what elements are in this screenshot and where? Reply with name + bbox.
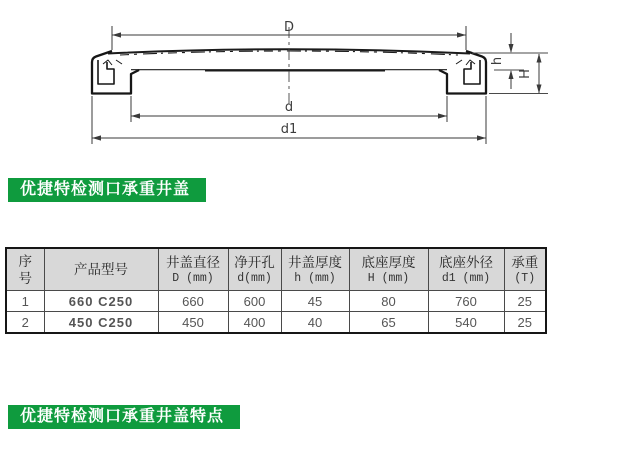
section-title-cover: 优捷特检测口承重井盖 (8, 178, 206, 202)
manhole-cross-section-svg (0, 0, 635, 170)
right-frame-profile (439, 51, 486, 94)
section-title-features: 优捷特检测口承重井盖特点 (8, 405, 240, 429)
cell-cover-thickness: 40 (281, 312, 349, 334)
cell-index: 1 (6, 291, 44, 312)
cell-index: 2 (6, 312, 44, 334)
header-base-thickness: 底座厚度 H (mm) (349, 248, 428, 291)
spec-table-container (5, 247, 547, 334)
header-base-outer-diameter: 底座外径 d1 (mm) (428, 248, 504, 291)
dim-label-d1: d1 (280, 122, 298, 137)
cell-base-thickness: 65 (349, 312, 428, 334)
dimension-h (509, 33, 514, 89)
header-cover-diameter: 井盖直径 D (mm) (158, 248, 228, 291)
dim-label-H: H (518, 69, 533, 79)
table-row (6, 312, 546, 334)
left-frame-profile (92, 51, 139, 94)
table-row (6, 291, 546, 312)
dimension-H (537, 54, 542, 94)
cell-cover-diameter: 450 (158, 312, 228, 334)
dim-label-D: D (283, 20, 295, 35)
cell-cover-diameter: 660 (158, 291, 228, 312)
header-load: 承重 (T) (504, 248, 546, 291)
header-index: 序 号 (6, 248, 44, 291)
cell-base-outer-diameter: 540 (428, 312, 504, 334)
spec-table (5, 247, 547, 334)
cell-clear-opening: 400 (228, 312, 281, 334)
dim-label-h: h (490, 56, 505, 66)
table-header-row (6, 248, 546, 291)
cell-cover-thickness: 45 (281, 291, 349, 312)
cell-clear-opening: 600 (228, 291, 281, 312)
header-model: 产品型号 (44, 248, 158, 291)
header-cover-thickness: 井盖厚度 h (mm) (281, 248, 349, 291)
header-clear-opening: 净开孔 d(mm) (228, 248, 281, 291)
cell-load: 25 (504, 312, 546, 334)
technical-drawing (0, 0, 635, 170)
cell-model: 660 C250 (44, 291, 158, 312)
cell-load: 25 (504, 291, 546, 312)
reference-lines (472, 53, 548, 94)
cell-base-outer-diameter: 760 (428, 291, 504, 312)
dim-label-d: d (284, 100, 294, 115)
cell-model: 450 C250 (44, 312, 158, 334)
cell-base-thickness: 80 (349, 291, 428, 312)
